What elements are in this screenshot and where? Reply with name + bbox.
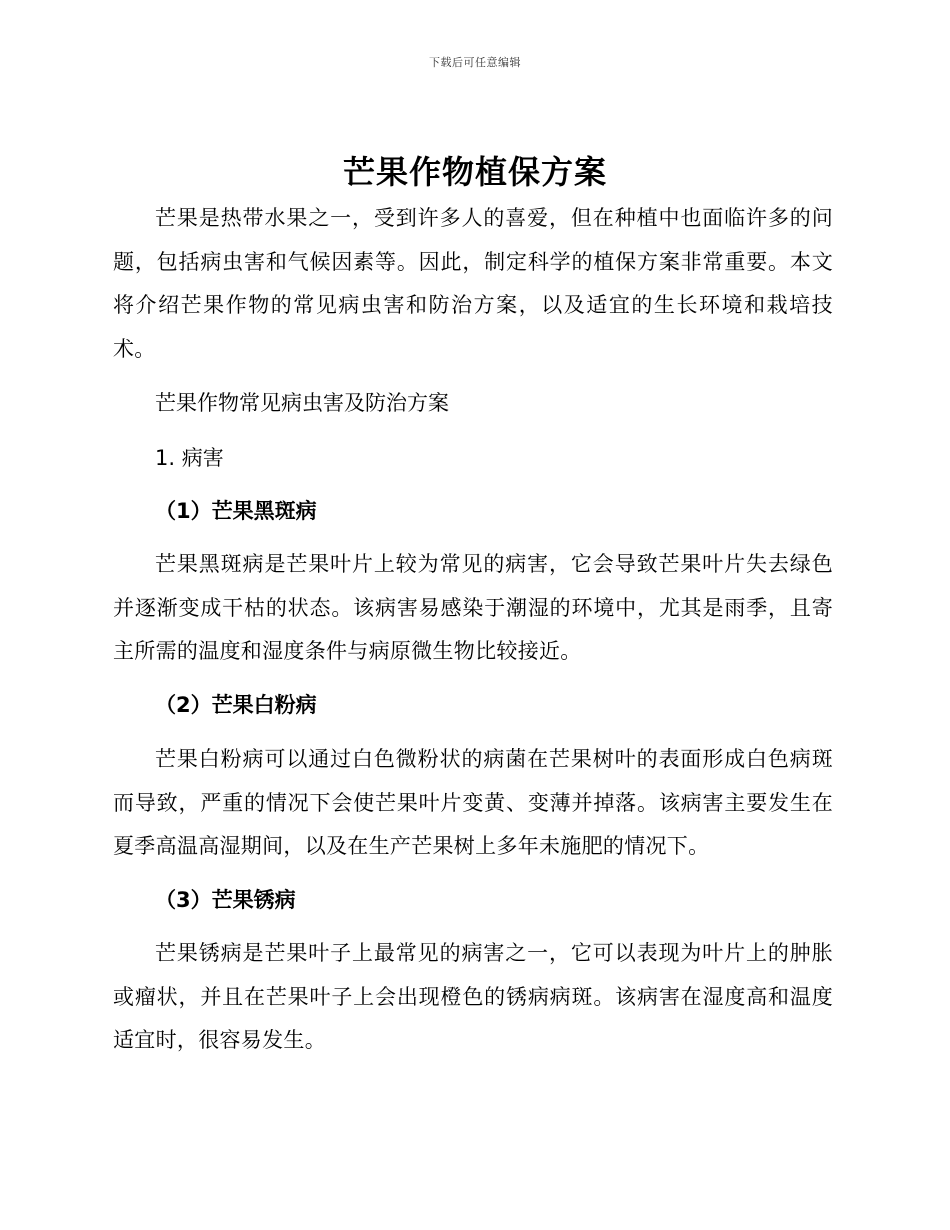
- section-heading: 芒果作物常见病虫害及防治方案: [155, 391, 449, 415]
- disease-paragraph-1: 芒果黑斑病是芒果叶片上较为常见的病害，它会导致芒果叶片失去绿色并逐渐变成干枯的状态。该病害易感染于潮湿的环境中，尤其是雨季，且寄主所需的温度和湿度条件与病原微生物比较接近。: [113, 552, 833, 663]
- disease-heading-1: （1）芒果黑斑病: [155, 499, 317, 523]
- document-title: 芒果作物植保方案: [342, 153, 607, 191]
- disease-paragraph-2: 芒果白粉病可以通过白色微粉状的病菌在芒果树叶的表面形成白色病斑而导致，严重的情况下会使芒果叶片变黄、变薄并掉落。该病害主要发生在夏季高温高湿期间，以及在生产芒果树上多年未施肥的情况下。: [113, 747, 833, 858]
- page-header-note: 下载后可任意编辑: [429, 56, 521, 69]
- disease-paragraph-3: 芒果锈病是芒果叶子上最常见的病害之一，它可以表现为叶片上的肿胀或瘤状，并且在芒果叶子上会出现橙色的锈病病斑。该病害在湿度高和温度适宜时，很容易发生。: [113, 941, 833, 1052]
- disease-heading-3: （3）芒果锈病: [155, 888, 296, 912]
- disease-heading-2: （2）芒果白粉病: [155, 693, 317, 717]
- subsection-heading: 1. 病害: [155, 446, 224, 470]
- intro-paragraph: 芒果是热带水果之一，受到许多人的喜爱，但在种植中也面临许多的问题，包括病虫害和气候因素等。因此，制定科学的植保方案非常重要。本文将介绍芒果作物的常见病虫害和防治方案，以及适宜的生长环境和栽培技术。: [113, 206, 833, 361]
